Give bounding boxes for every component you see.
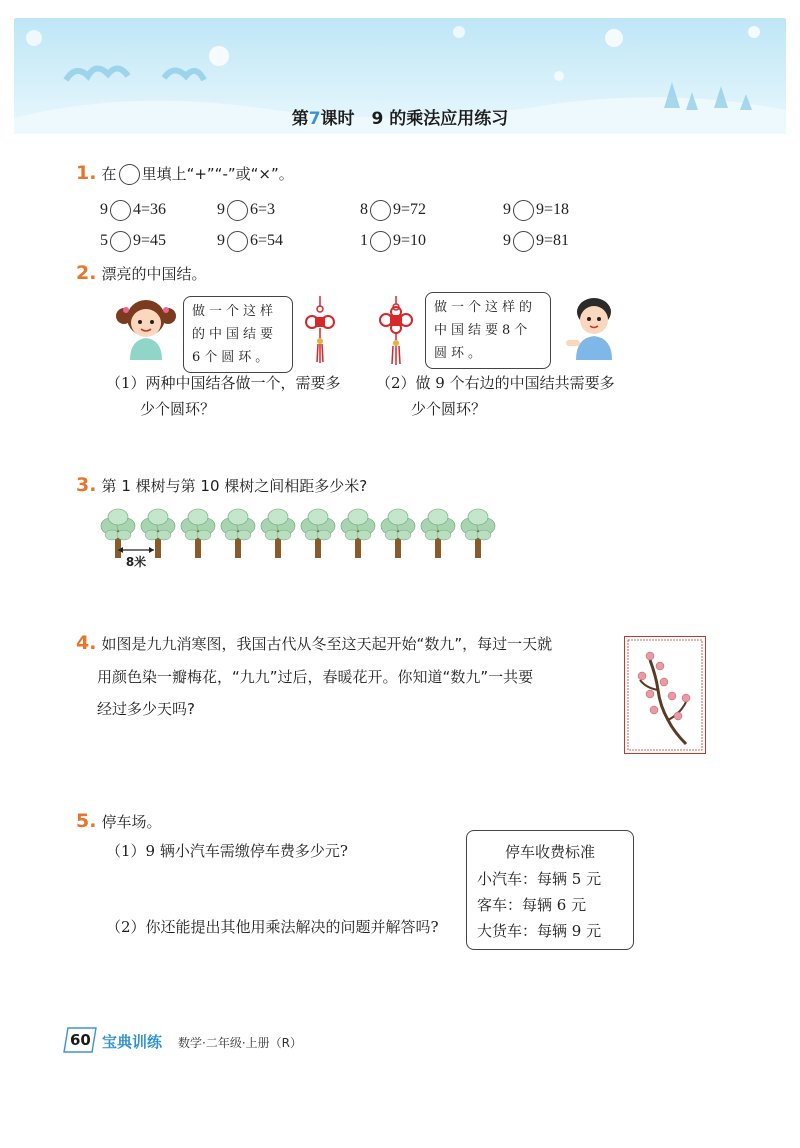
tree-icon — [221, 509, 255, 558]
question-number: 4. — [76, 632, 97, 654]
page-title: 第7课时 9 的乘法应用练习 — [291, 109, 509, 129]
q2-sub1-line1: （1）两种中国结各做一个，需要多 — [106, 374, 341, 392]
question-3-heading: 3. 第 1 棵树与第 10 棵树之间相距多少米? — [76, 474, 368, 496]
page-number: 60 — [70, 1031, 91, 1049]
plum-blossom-picture — [624, 636, 706, 754]
q4-line3: 经过多少天吗? — [97, 700, 195, 718]
answer-circle-icon[interactable] — [370, 200, 391, 221]
question-4-heading: 4. 如图是九九消寒图，我国古代从冬至这天起开始“数九”，每过一天就 — [76, 632, 553, 654]
answer-circle-icon — [119, 164, 140, 185]
answer-circle-icon[interactable] — [110, 231, 131, 252]
equation-item[interactable]: 5 9=45 — [100, 231, 166, 252]
question-number: 3. — [76, 474, 97, 496]
equation-item[interactable]: 9 9=18 — [503, 200, 569, 221]
speech-bubble-right: 做一个这样的 中国结要8个 圆环。 — [425, 292, 551, 369]
question-number: 2. — [76, 262, 97, 284]
q2-sub2-line1: （2）做 9 个右边的中国结共需要多 — [376, 374, 615, 392]
book-subtitle: 数学·二年级·上册（R） — [178, 1036, 302, 1050]
chinese-knot-small-icon — [302, 296, 338, 366]
question-number: 1. — [76, 162, 97, 184]
question-1-heading: 1. 在 里填上“+”“-”或“×”。 — [76, 162, 294, 184]
girl-illustration-icon — [116, 296, 176, 360]
question-2-heading: 2. 漂亮的中国结。 — [76, 262, 207, 284]
q4-line2: 用颜色染一瓣梅花，“九九”过后，春暖花开。你知道“数九”一共要 — [97, 668, 534, 686]
answer-circle-icon[interactable] — [513, 200, 534, 221]
answer-circle-icon[interactable] — [110, 200, 131, 221]
answer-circle-icon[interactable] — [370, 231, 391, 252]
distance-label: 8米 — [125, 555, 147, 569]
tree-icon — [341, 509, 375, 558]
question-5-heading: 5. 停车场。 — [76, 810, 162, 832]
answer-circle-icon[interactable] — [227, 200, 248, 221]
q2-sub1-line2: 少个圆环？ — [140, 400, 216, 418]
tree-icon — [301, 509, 335, 558]
tree-icon — [141, 509, 175, 558]
boy-illustration-icon — [566, 296, 622, 360]
equation-item[interactable]: 9 6=54 — [217, 231, 283, 252]
tree-icon — [101, 509, 135, 558]
tree-icon — [261, 509, 295, 558]
q2-sub2-line2: 少个圆环？ — [411, 400, 487, 418]
question-number: 5. — [76, 810, 97, 832]
equation-item[interactable]: 9 6=3 — [217, 200, 275, 221]
equation-item[interactable]: 9 4=36 — [100, 200, 166, 221]
q5-sub2: （2）你还能提出其他用乘法解决的问题并解答吗? — [106, 918, 439, 936]
answer-circle-icon[interactable] — [513, 231, 534, 252]
equation-item[interactable]: 9 9=81 — [503, 231, 569, 252]
tree-icon — [381, 509, 415, 558]
equation-item[interactable]: 1 9=10 — [360, 231, 426, 252]
q5-sub1: （1）9 辆小汽车需缴停车费多少元? — [106, 842, 348, 860]
fee-box-title: 停车收费标准 — [504, 843, 595, 861]
fee-item-bus: 客车：每辆 6 元 — [477, 896, 587, 914]
fee-item-truck: 大货车：每辆 9 元 — [477, 922, 602, 940]
speech-bubble-left: 做一个这样 的中国结要 6个圆环。 — [183, 296, 293, 373]
tree-icon — [421, 509, 455, 558]
answer-circle-icon[interactable] — [227, 231, 248, 252]
tree-icon — [181, 509, 215, 558]
lesson-number: 7 — [308, 109, 321, 129]
brand-logo: 宝典训练 — [102, 1033, 163, 1051]
parking-fee-box — [466, 830, 634, 950]
fee-item-car: 小汽车：每辆 5 元 — [477, 870, 602, 888]
equation-item[interactable]: 8 9=72 — [360, 200, 426, 221]
tree-icon — [461, 509, 495, 558]
tree-row-diagram — [96, 508, 496, 570]
chinese-knot-large-icon — [376, 296, 416, 366]
